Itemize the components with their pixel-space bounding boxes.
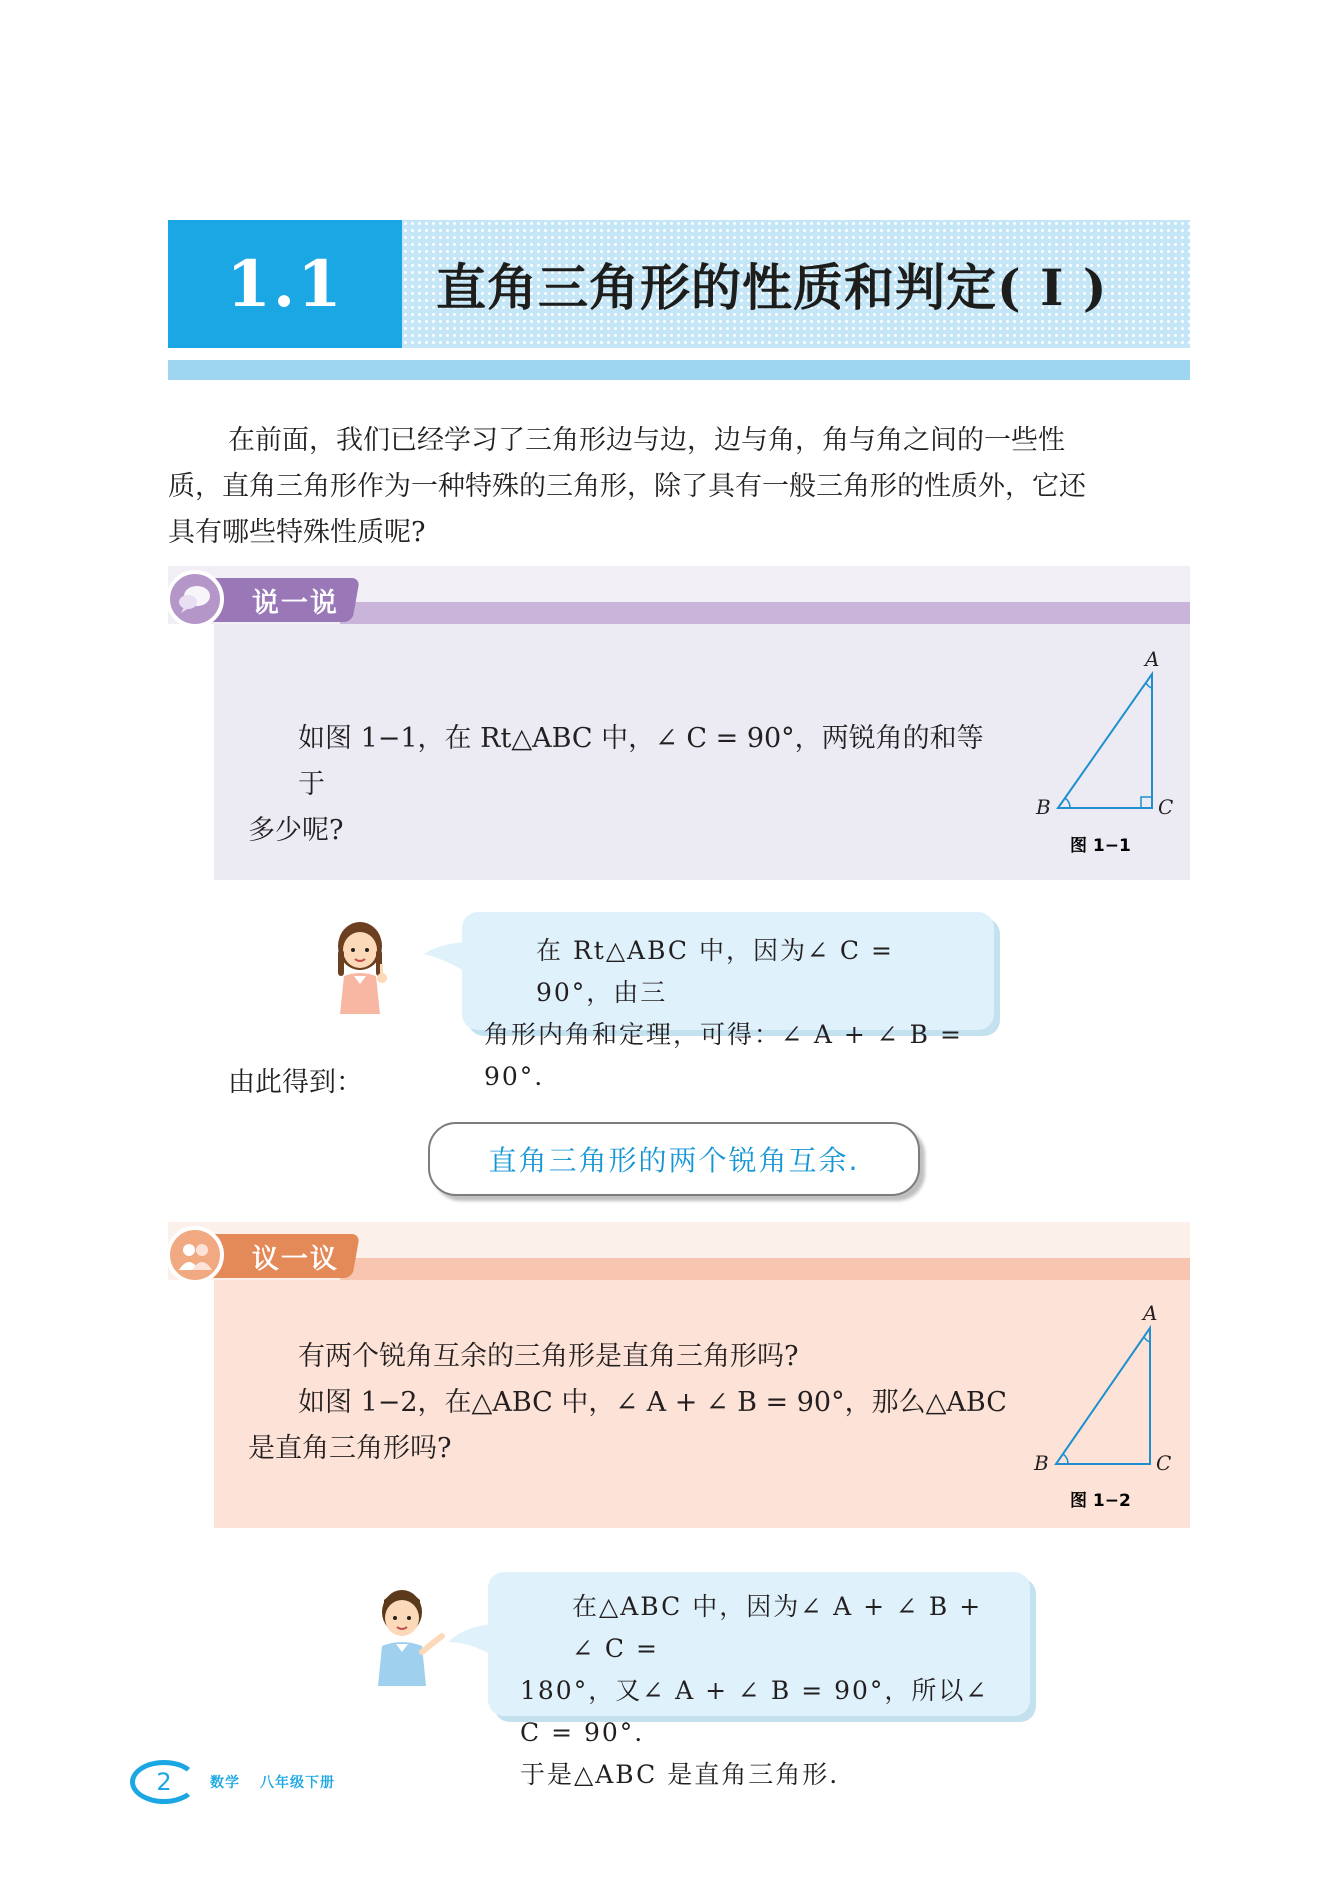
- section-divider: [168, 360, 1190, 380]
- boy-student-icon: [368, 1582, 448, 1686]
- bubble-line: 180°，又∠ A + ∠ B = 90°，所以∠ C = 90°.: [520, 1676, 989, 1747]
- conclusion-box: 直角三角形的两个锐角互余.: [428, 1122, 920, 1196]
- intro-line: 在前面，我们已经学习了三角形边与边，边与角，角与角之间的一些性: [228, 425, 1065, 456]
- discuss-tab-label: 议一议: [192, 1234, 360, 1278]
- bubble-line: 于是△ABC 是直角三角形.: [520, 1760, 840, 1789]
- bubble-pointer: [448, 1618, 490, 1658]
- fig1-label-b: B: [1036, 795, 1051, 819]
- intro-paragraph: [168, 418, 1190, 556]
- discuss-line: 如图 1−2，在△ABC 中，∠ A + ∠ B = 90°，那么△ABC: [298, 1387, 1007, 1418]
- bubble-pointer: [424, 936, 466, 976]
- intro-line: 质，直角三角形作为一种特殊的三角形，除了具有一般三角形的性质外，它还: [168, 471, 1086, 502]
- section-title: 直角三角形的性质和判定( Ⅰ ): [436, 258, 1108, 317]
- discuss-line: 是直角三角形吗?: [248, 1433, 452, 1464]
- intro-line: 具有哪些特殊性质呢?: [168, 517, 426, 548]
- say-question: [248, 716, 1008, 854]
- bubble-line: 在△ABC 中，因为∠ A + ∠ B + ∠ C =: [572, 1592, 983, 1663]
- say-tab-label: 说一说: [192, 578, 360, 622]
- speech-bubble-1: [462, 912, 994, 1091]
- footer-book-info: [210, 1772, 355, 1792]
- page-number: 2: [130, 1760, 198, 1804]
- speech-icon: [166, 570, 224, 628]
- bubble-line: 角形内角和定理，可得：∠ A + ∠ B = 90°.: [484, 1020, 963, 1091]
- derive-text: 由此得到：: [228, 1067, 363, 1098]
- fig1-label-c: C: [1158, 795, 1174, 819]
- say-question-line: 如图 1−1，在 Rt△ABC 中，∠ C = 90°，两锐角的和等于: [298, 723, 984, 800]
- figure-1-2-caption: 图 1−2: [1070, 1491, 1131, 1511]
- girl-student-icon: [326, 916, 394, 1014]
- speech-bubble-2: [488, 1572, 1030, 1789]
- figure-1-1: [1010, 648, 1190, 858]
- figure-1-1-caption: 图 1−1: [1070, 836, 1131, 856]
- discuss-question: [248, 1334, 1008, 1472]
- bubble-line: 在 Rt△ABC 中，因为∠ C = 90°，由三: [536, 936, 894, 1007]
- footer-book: 八年级下册: [260, 1775, 335, 1791]
- discussion-people-icon: [166, 1226, 224, 1284]
- figure-1-2: [1010, 1300, 1190, 1516]
- discuss-line: 有两个锐角互余的三角形是直角三角形吗?: [298, 1341, 799, 1372]
- section-number: 1.1: [168, 220, 402, 348]
- say-tab-stripe: [340, 602, 1190, 624]
- say-question-line: 多少呢?: [248, 815, 344, 846]
- fig2-label-b: B: [1034, 1451, 1049, 1475]
- fig2-label-c: C: [1156, 1451, 1172, 1475]
- footer-subject: 数学: [210, 1775, 240, 1791]
- fig1-label-a: A: [1145, 648, 1160, 671]
- fig2-label-a: A: [1143, 1301, 1158, 1325]
- discuss-tab-stripe: [340, 1258, 1190, 1280]
